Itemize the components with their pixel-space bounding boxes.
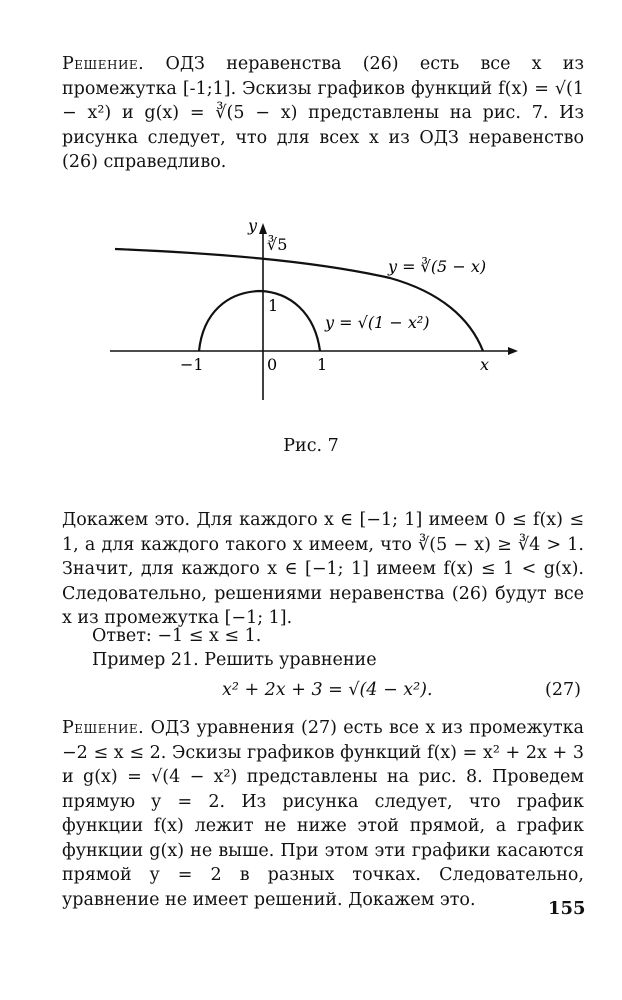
curve-g-label: y = ∛(5 − x) <box>388 257 487 276</box>
tick-minus-one: −1 <box>180 355 204 374</box>
solution-paragraph-1 <box>62 52 584 175</box>
tick-one-y: 1 <box>268 296 279 315</box>
curve-f <box>199 291 320 351</box>
y-axis-arrow <box>259 223 267 234</box>
solution-lead-2: Решение. <box>62 718 145 738</box>
x-axis-arrow <box>508 347 518 355</box>
figure-7-graph <box>110 210 520 410</box>
answer-line: Ответ: −1 ≤ x ≤ 1. <box>92 626 262 646</box>
example-heading: Пример 21. Решить уравнение <box>92 650 377 670</box>
equation-number: (27) <box>545 680 581 700</box>
curve-f-label: y = √(1 − x²) <box>325 313 430 332</box>
proof-paragraph: Докажем это. Для каждого x ∈ [−1; 1] имеем 0 ≤ f(x) ≤ 1, а для каждого такого x имеем, что ∛(5 − x) ≥ ∛4 > 1. Значит, для каждого x ∈ [−1; 1] имеем f(x) ≤ 1 < g(x). Следовательно, решениями неравенства (26) будут все x из промежутка [−1; 1]. <box>62 510 584 628</box>
tick-one-x: 1 <box>317 355 328 374</box>
y-axis-label: y <box>248 216 258 235</box>
solution-text-2: ОДЗ уравнения (27) есть все x из промежутка −2 ≤ x ≤ 2. Эскизы графиков функций f(x) = x² + 2x + 3 и g(x) = √(4 − x²) представлены на рис. 8. Проведем прямую y = 2. Из рисунка следует, что график функции f(x) лежит не ниже этой прямой, а график функции g(x) не выше. При этом эти графики касаются прямой y = 2 в разных точках. Следовательно, уравнение не имеет решений. Докажем это. <box>62 718 584 910</box>
solution-paragraph-2 <box>62 716 584 912</box>
x-axis-label: x <box>480 355 490 374</box>
page-number: 155 <box>548 898 586 919</box>
tick-zero: 0 <box>267 355 278 374</box>
solution-text: ОДЗ неравенства (26) есть все x из промежутка [-1;1]. Эскизы графиков функций f(x) = √(1 − x²) и g(x) = ∛(5 − x) представлены на рис. 7. Из рисунка следует, что для всех x из ОДЗ неравенство (26) справедливо. <box>62 54 584 172</box>
figure-caption: Рис. 7 <box>283 436 339 456</box>
solution-lead: Решение. <box>62 54 145 74</box>
cbrt5-label: ∛5 <box>267 235 288 254</box>
equation-27: x² + 2x + 3 = √(4 − x²). <box>222 680 433 700</box>
